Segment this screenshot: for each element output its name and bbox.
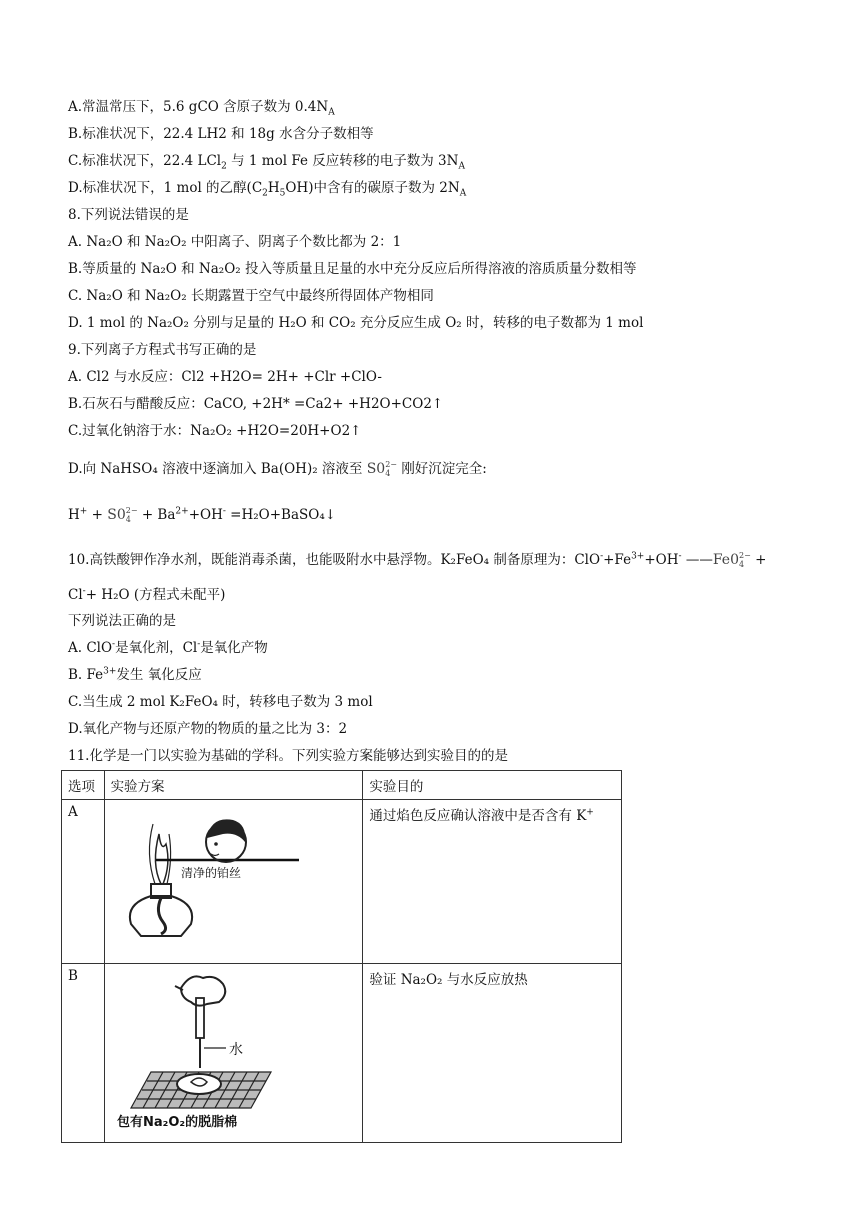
q9-option-d: D.向 NaHSO₄ 溶液中逐滴加入 Ba(OH)₂ 溶液至 S0 2− 4 刚好沉淀完全:	[68, 460, 487, 478]
q8-option-a: A. Na₂O 和 Na₂O₂ 中阳离子、阴离子个数比都为 2：1	[68, 234, 402, 250]
q9-option-c: C.过氧化钠溶于水：Na₂O₂ +H2O=20H+O2↑	[68, 423, 362, 439]
experiment-table	[61, 770, 622, 1143]
q10-stem-line2: Cl-+ H₂O (方程式未配平)	[68, 586, 226, 603]
sulfate-ion-formula: S0 2− 4	[366, 460, 398, 478]
table-row	[62, 800, 622, 964]
q8-option-c: C. Na₂O 和 Na₂O₂ 长期露置于空气中最终所得固体产物相同	[68, 288, 434, 304]
q7-option-d: D.标准状况下，1 mol 的乙醇$(C_2H_5OH)$中含有的碳原子数为 $2N_A$	[68, 180, 467, 199]
row-a-plan	[104, 800, 363, 964]
platinum-wire-label: 清净的铂丝	[180, 866, 241, 880]
q7-option-c: C.标准状况下，22.4 LCl$_2$ 与 1 mol Fe 反应转移的电子数为 $3N_A$	[68, 153, 465, 172]
flame-test-illustration	[111, 804, 351, 944]
q10-option-a: A. ClO-是氧化剂，Cl-是氧化产物	[68, 639, 268, 656]
q9-option-a: A. Cl2 与水反应：Cl2 +H2O= 2H+ +Clr +ClO-	[68, 369, 382, 385]
q10-option-c: C.当生成 2 mol K₂FeO₄ 时，转移电子数为 3 mol	[68, 694, 373, 710]
q10-stem: 10.高铁酸钾作净水剂，既能消毒杀菌，也能吸附水中悬浮物。K₂FeO₄ 制备原理为：$ClO^-+Fe^{3+}+OH^-$ ——Fe0 2− 4 +	[68, 551, 767, 569]
water-label: 水	[228, 1042, 243, 1058]
q11-stem: 11.化学是一门以实验为基础的学科。下列实验方案能够达到实验目的的是	[68, 748, 508, 764]
q8-option-d: D. 1 mol 的 Na₂O₂ 分别与足量的 H₂O 和 CO₂ 充分反应生成 O₂ 时，转移的电子数都为 1 mol	[68, 315, 644, 331]
table-row	[62, 964, 622, 1143]
q10-question: 下列说法正确的是	[68, 613, 176, 629]
header-plan: 实验方案	[104, 771, 363, 800]
q9-option-b: B.石灰石与醋酸反应：CaCO, +2H* =Ca2+ +H2O+CO2↑	[68, 396, 444, 412]
header-purpose: 实验目的	[363, 771, 622, 800]
table-header-row	[62, 771, 622, 800]
cotton-label: 包有Na₂O₂的脱脂棉	[116, 1115, 237, 1130]
row-b-option: B	[62, 964, 105, 1143]
q10-option-d: D.氧化产物与还原产物的物质的量之比为 3：2	[68, 721, 348, 737]
sodium-peroxide-illustration	[111, 968, 351, 1130]
q7-option-b: B.标准状况下，22.4 LH2 和 18g 水含分子数相等	[68, 126, 374, 142]
q8-option-b: B.等质量的 Na₂O 和 Na₂O₂ 投入等质量且足量的水中充分反应后所得溶液的溶质质量分数相等	[68, 261, 637, 277]
header-option: 选项	[62, 771, 105, 800]
row-b-purpose: 验证 Na₂O₂ 与水反应放热	[363, 964, 622, 1143]
q10-option-b: B. $Fe^{3+}$发生 氧化反应	[68, 666, 202, 683]
q7-option-a: A.常温常压下，5.6 gCO 含原子数为 $0.4N_A$	[68, 99, 335, 118]
q8-stem: 8.下列说法错误的是	[68, 207, 189, 223]
row-a-purpose: 通过焰色反应确认溶液中是否含有 K+	[363, 800, 622, 964]
q9-option-d-equation: H+ + S0 2− 4 + $Ba^{2+}+OH^-$ =H₂O+BaSO₄↓	[68, 506, 337, 524]
row-a-option: A	[62, 800, 105, 964]
row-b-plan	[104, 964, 363, 1143]
q9-stem: 9.下列离子方程式书写正确的是	[68, 342, 257, 358]
